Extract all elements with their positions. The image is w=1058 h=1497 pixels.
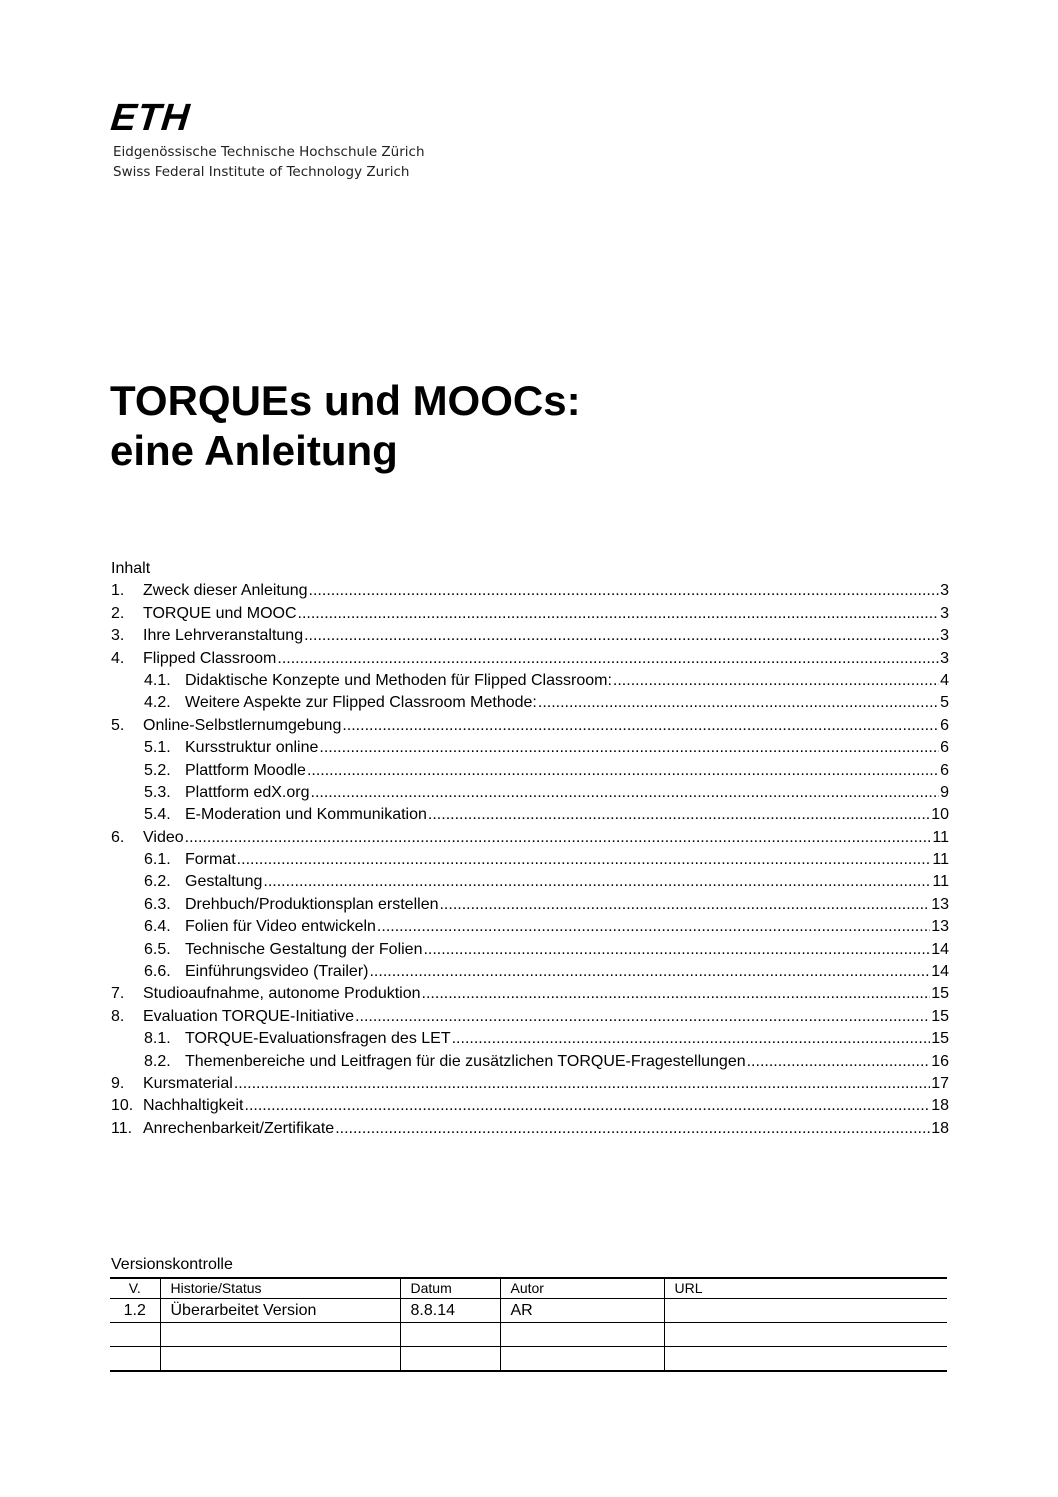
toc-dot-leader — [237, 849, 932, 871]
toc-entry-page: 14 — [931, 963, 949, 981]
toc-dot-leader — [304, 625, 939, 647]
toc-entry[interactable] — [111, 849, 949, 871]
toc-entry-page: 6 — [940, 761, 949, 779]
toc-dot-leader — [319, 737, 939, 759]
cell-author — [500, 1323, 664, 1347]
toc-entry-label: Studioaufnahme, autonome Produktion — [143, 985, 421, 1003]
table-row — [110, 1323, 947, 1347]
toc-dot-leader — [263, 871, 931, 893]
toc-dot-leader — [245, 1095, 931, 1117]
toc-entry-label: Zweck dieser Anleitung — [143, 582, 308, 600]
toc-entry-label: Evaluation TORQUE-Initiative — [143, 1007, 355, 1025]
toc-entry-page: 16 — [931, 1052, 949, 1070]
toc-entry-number: 8.2. — [144, 1052, 171, 1070]
toc-dot-leader — [277, 648, 939, 670]
toc-entry-label: Weitere Aspekte zur Flipped Classroom Methode: — [185, 694, 537, 712]
toc-entry-number: 5.3. — [144, 783, 171, 801]
col-header-date: Datum — [400, 1278, 500, 1299]
toc-entry-page: 17 — [931, 1074, 949, 1092]
toc-entry[interactable] — [111, 804, 949, 826]
toc-dot-leader — [355, 1006, 930, 1028]
toc-entry-page: 11 — [932, 851, 949, 869]
toc-entry-number: 6. — [111, 828, 125, 846]
toc-entry-page: 18 — [931, 1097, 949, 1115]
toc-entry[interactable] — [111, 782, 949, 804]
toc-entry-number: 5.1. — [144, 739, 171, 757]
toc-entry[interactable] — [111, 961, 949, 983]
toc-entry[interactable] — [111, 1028, 949, 1050]
toc-entry-number: 6.3. — [144, 895, 171, 913]
toc-entry[interactable] — [111, 715, 949, 737]
toc-entry-number: 6.2. — [144, 873, 171, 891]
toc-dot-leader — [452, 1028, 931, 1050]
toc-entry-page: 13 — [931, 918, 949, 936]
toc-entry-page: 10 — [931, 806, 949, 824]
toc-entry-page: 11 — [932, 828, 949, 846]
toc-entry-label: Themenbereiche und Leitfragen für die zusätzlichen TORQUE-Fragestellungen — [185, 1052, 746, 1070]
toc-entry-label: Format — [185, 851, 236, 869]
cell-url — [664, 1299, 947, 1323]
toc-entry-number: 5.2. — [144, 761, 171, 779]
toc-entry-label: TORQUE-Evaluationsfragen des LET — [185, 1030, 451, 1048]
cell-version — [110, 1323, 160, 1347]
toc-dot-leader — [423, 939, 930, 961]
table-row — [110, 1347, 947, 1372]
toc-entry-number: 6.1. — [144, 851, 171, 869]
toc-entry-number: 4.1. — [144, 671, 171, 689]
toc-entry[interactable] — [111, 1073, 949, 1095]
toc-dot-leader — [307, 760, 939, 782]
version-control-table — [110, 1277, 947, 1372]
toc-entry-label: Video — [143, 828, 184, 846]
toc-entry[interactable] — [111, 625, 949, 647]
toc-dot-leader — [439, 894, 930, 916]
toc-entry-number: 11. — [111, 1119, 133, 1137]
toc-entry-page: 15 — [931, 985, 949, 1003]
title-line-1: TORQUEs und MOOCs: — [110, 377, 581, 424]
toc-entry-number: 9. — [111, 1074, 125, 1092]
toc-entry-number: 6.5. — [144, 940, 171, 958]
toc-dot-leader — [538, 692, 939, 714]
cell-status — [160, 1347, 400, 1372]
table-row — [110, 1299, 947, 1323]
toc-entry[interactable] — [111, 1006, 949, 1028]
toc-entry[interactable] — [111, 692, 949, 714]
toc-entry-page: 3 — [940, 582, 949, 600]
toc-dot-leader — [422, 983, 931, 1005]
toc-entry[interactable] — [111, 648, 949, 670]
cell-url — [664, 1323, 947, 1347]
toc-entry[interactable] — [111, 580, 949, 602]
toc-entry-label: Anrechenbarkeit/Zertifikate — [143, 1119, 335, 1137]
toc-entry-number: 10. — [111, 1097, 134, 1115]
toc-dot-leader — [747, 1051, 931, 1073]
toc-dot-leader — [298, 603, 940, 625]
institution-name-de: Eidgenössische Technische Hochschule Zürich — [113, 144, 425, 160]
toc-entry-number: 4. — [111, 649, 125, 667]
cell-date: 8.8.14 — [400, 1299, 500, 1323]
toc-entry[interactable] — [111, 1095, 949, 1117]
toc-entry[interactable] — [111, 894, 949, 916]
toc-entry[interactable] — [111, 916, 949, 938]
table-of-contents — [111, 558, 949, 1140]
toc-entry[interactable] — [111, 871, 949, 893]
toc-entry-number: 4.2. — [144, 694, 171, 712]
version-table-header-row — [110, 1278, 947, 1299]
toc-entry-label: Technische Gestaltung der Folien — [185, 940, 423, 958]
toc-entry-label: Online-Selbstlernumgebung — [143, 716, 342, 734]
cell-status — [160, 1323, 400, 1347]
cell-date — [400, 1347, 500, 1372]
toc-entry-label: Flipped Classroom — [143, 649, 277, 667]
toc-dot-leader — [185, 827, 932, 849]
toc-dot-leader — [342, 715, 939, 737]
toc-entry-label: Drehbuch/Produktionsplan erstellen — [185, 895, 439, 913]
toc-entry[interactable] — [111, 939, 949, 961]
toc-dot-leader — [311, 782, 940, 804]
toc-entry[interactable] — [111, 670, 949, 692]
toc-entry-label: Einführungsvideo (Trailer) — [185, 963, 369, 981]
title-line-2: eine Anleitung — [110, 427, 398, 474]
cell-author: AR — [500, 1299, 664, 1323]
toc-entry-label: Plattform Moodle — [185, 761, 306, 779]
cell-status: Überarbeitet Version — [160, 1299, 400, 1323]
toc-entry[interactable] — [111, 1051, 949, 1073]
toc-entry-number: 5.4. — [144, 806, 171, 824]
toc-entry-number: 8.1. — [144, 1030, 171, 1048]
toc-entry-number: 2. — [111, 604, 125, 622]
toc-entry-page: 3 — [940, 649, 949, 667]
toc-entry-label: Kursstruktur online — [185, 739, 319, 757]
toc-entry[interactable] — [111, 983, 949, 1005]
cell-url — [664, 1347, 947, 1372]
col-header-author: Autor — [500, 1278, 664, 1299]
toc-entry-label: Kursmaterial — [143, 1074, 233, 1092]
toc-entry[interactable] — [111, 760, 949, 782]
toc-entry-page: 15 — [931, 1007, 949, 1025]
toc-dot-leader — [335, 1118, 930, 1140]
toc-entry-label: Nachhaltigkeit — [143, 1097, 244, 1115]
toc-entry-label: TORQUE und MOOC — [143, 604, 297, 622]
version-control-title: Versionskontrolle — [111, 1256, 233, 1273]
toc-entry-page: 6 — [940, 716, 949, 734]
toc-entry[interactable] — [111, 603, 949, 625]
toc-dot-leader — [428, 804, 930, 826]
toc-entry-label: Folien für Video entwickeln — [185, 918, 376, 936]
toc-entry-number: 3. — [111, 627, 125, 645]
toc-entry-page: 3 — [940, 604, 949, 622]
toc-entry-label: Gestaltung — [185, 873, 263, 891]
toc-entry-label: E-Moderation und Kommunikation — [185, 806, 427, 824]
toc-dot-leader — [613, 670, 939, 692]
institution-name-en: Swiss Federal Institute of Technology Zurich — [113, 164, 410, 180]
toc-entry-number: 5. — [111, 716, 125, 734]
toc-entry[interactable] — [111, 737, 949, 759]
toc-entry-page: 9 — [940, 783, 949, 801]
toc-entry-page: 13 — [931, 895, 949, 913]
toc-entry-label: Ihre Lehrveranstaltung — [143, 627, 304, 645]
cell-date — [400, 1323, 500, 1347]
toc-entry-number: 1. — [111, 582, 125, 600]
cell-version: 1.2 — [110, 1299, 160, 1323]
toc-entry-label: Plattform edX.org — [185, 783, 310, 801]
toc-entry-label: Didaktische Konzepte und Methoden für Flipped Classroom: — [185, 671, 612, 689]
toc-dot-leader — [377, 916, 930, 938]
cell-version — [110, 1347, 160, 1372]
toc-entry-page: 6 — [940, 739, 949, 757]
cell-author — [500, 1347, 664, 1372]
eth-logo: ETH — [108, 97, 193, 139]
toc-entry[interactable] — [111, 1118, 949, 1140]
toc-entry-page: 11 — [932, 873, 949, 891]
col-header-url: URL — [664, 1278, 947, 1299]
toc-dot-leader — [369, 961, 930, 983]
toc-heading: Inhalt — [111, 560, 151, 577]
toc-dot-leader — [234, 1073, 930, 1095]
toc-entry-number: 7. — [111, 985, 125, 1003]
toc-entry-number: 6.4. — [144, 918, 171, 936]
toc-entry-number: 8. — [111, 1007, 125, 1025]
toc-entry-page: 3 — [940, 627, 949, 645]
toc-entry-number: 6.6. — [144, 963, 171, 981]
toc-entry-page: 18 — [931, 1119, 949, 1137]
col-header-version: V. — [110, 1278, 160, 1299]
toc-entry[interactable] — [111, 827, 949, 849]
col-header-status: Historie/Status — [160, 1278, 400, 1299]
toc-entry-page: 4 — [940, 671, 949, 689]
toc-entry-page: 15 — [931, 1030, 949, 1048]
document-title — [110, 376, 581, 476]
toc-entry-page: 5 — [940, 694, 949, 712]
toc-dot-leader — [309, 580, 940, 602]
toc-entry-page: 14 — [931, 940, 949, 958]
